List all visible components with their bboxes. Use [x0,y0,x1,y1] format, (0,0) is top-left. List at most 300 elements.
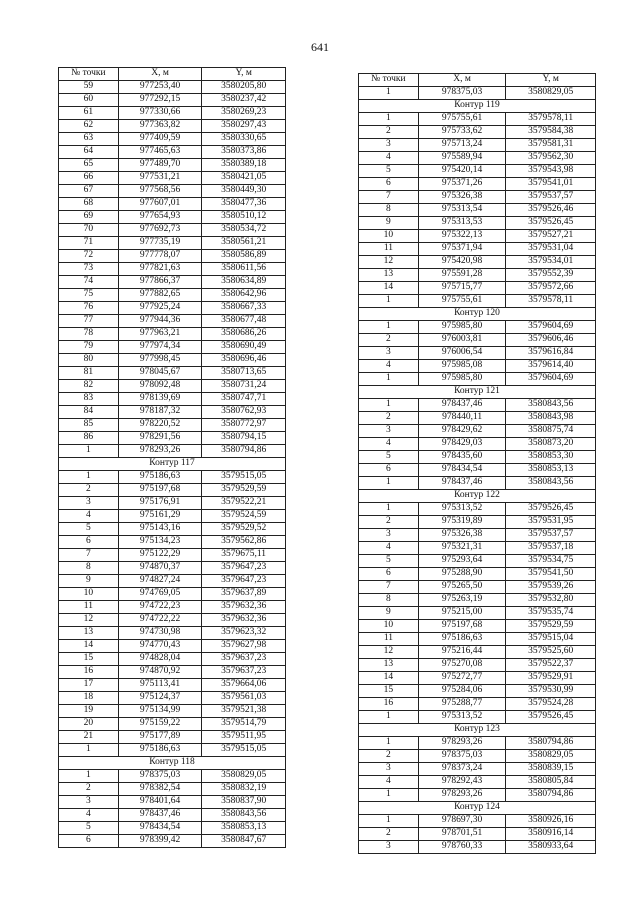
table-row [359,269,596,282]
point-number-cell: 16 [59,666,119,679]
header-y: Y, м [202,68,286,81]
contour-header-row [359,308,596,321]
y-coordinate-cell: 3579637,23 [202,666,286,679]
y-coordinate-cell: 3579531,04 [506,243,596,256]
x-coordinate-cell: 975186,63 [118,744,202,757]
contour-title: Контур 118 [59,757,286,770]
point-number-cell: 82 [59,380,119,393]
y-coordinate-cell: 3579623,32 [202,627,286,640]
x-coordinate-cell: 978292,43 [418,776,506,789]
point-number-cell: 4 [59,809,119,822]
x-coordinate-cell: 978293,26 [418,789,506,802]
y-coordinate-cell: 3579527,21 [506,230,596,243]
x-coordinate-cell: 977944,36 [118,315,202,328]
table-row [59,432,286,445]
table-row [359,659,596,672]
y-coordinate-cell: 3579514,79 [202,718,286,731]
y-coordinate-cell: 3579664,06 [202,679,286,692]
table-row [359,711,596,724]
table-row [359,750,596,763]
y-coordinate-cell: 3579526,46 [506,204,596,217]
y-coordinate-cell: 3580713,65 [202,367,286,380]
point-number-cell: 83 [59,393,119,406]
x-coordinate-cell: 975985,08 [418,360,506,373]
x-coordinate-cell: 977330,66 [118,107,202,120]
point-number-cell: 74 [59,276,119,289]
point-number-cell: 11 [359,243,419,256]
point-number-cell: 1 [59,471,119,484]
point-number-cell: 3 [359,425,419,438]
point-number-cell: 6 [359,464,419,477]
point-number-cell: 1 [359,737,419,750]
point-number-cell: 66 [59,172,119,185]
point-number-cell: 81 [59,367,119,380]
y-coordinate-cell: 3580926,16 [506,815,596,828]
point-number-cell: 10 [359,230,419,243]
table-row [359,672,596,685]
table-row [359,204,596,217]
y-coordinate-cell: 3580933,64 [506,841,596,854]
y-coordinate-cell: 3579578,11 [506,295,596,308]
coordinates-table-left [58,67,286,848]
point-number-cell: 69 [59,211,119,224]
x-coordinate-cell: 975326,38 [418,191,506,204]
y-coordinate-cell: 3580829,05 [506,750,596,763]
x-coordinate-cell: 975265,50 [418,581,506,594]
y-coordinate-cell: 3579562,86 [202,536,286,549]
y-coordinate-cell: 3580839,15 [506,763,596,776]
point-number-cell: 10 [59,588,119,601]
point-number-cell: 73 [59,263,119,276]
point-number-cell: 6 [59,835,119,848]
y-coordinate-cell: 3580916,14 [506,828,596,841]
x-coordinate-cell: 975755,61 [418,113,506,126]
x-coordinate-cell: 975161,29 [118,510,202,523]
x-coordinate-cell: 976006,54 [418,347,506,360]
y-coordinate-cell: 3580421,05 [202,172,286,185]
y-coordinate-cell: 3580794,15 [202,432,286,445]
y-coordinate-cell: 3580561,21 [202,237,286,250]
x-coordinate-cell: 975713,24 [418,139,506,152]
contour-header-row [59,458,286,471]
table-row [59,237,286,250]
table-row [359,607,596,620]
y-coordinate-cell: 3579647,23 [202,562,286,575]
x-coordinate-cell: 975321,31 [418,542,506,555]
point-number-cell: 2 [359,828,419,841]
point-number-cell: 8 [59,562,119,575]
table-row [59,146,286,159]
x-coordinate-cell: 975288,90 [418,568,506,581]
point-number-cell: 2 [359,516,419,529]
point-number-cell: 17 [59,679,119,692]
header-point-number: № точки [359,74,419,87]
page-number: 641 [311,40,329,54]
point-number-cell: 1 [359,503,419,516]
x-coordinate-cell: 978697,30 [418,815,506,828]
table-row [59,185,286,198]
table-row [59,588,286,601]
table-row [59,250,286,263]
x-coordinate-cell: 975313,52 [418,711,506,724]
y-coordinate-cell: 3579647,23 [202,575,286,588]
point-number-cell: 3 [359,139,419,152]
y-coordinate-cell: 3580642,96 [202,289,286,302]
y-coordinate-cell: 3580686,26 [202,328,286,341]
table-row [359,542,596,555]
x-coordinate-cell: 975589,94 [418,152,506,165]
y-coordinate-cell: 3579511,95 [202,731,286,744]
table-row [359,646,596,659]
point-number-cell: 1 [59,445,119,458]
point-number-cell: 20 [59,718,119,731]
point-number-cell: 85 [59,419,119,432]
y-coordinate-cell: 3579552,39 [506,269,596,282]
point-number-cell: 75 [59,289,119,302]
y-coordinate-cell: 3579578,11 [506,113,596,126]
contour-header-row [359,724,596,737]
contour-header-row [359,100,596,113]
x-coordinate-cell: 978375,03 [418,750,506,763]
x-coordinate-cell: 978437,46 [418,399,506,412]
table-row [59,81,286,94]
point-number-cell: 9 [359,607,419,620]
y-coordinate-cell: 3580510,12 [202,211,286,224]
x-coordinate-cell: 978382,54 [118,783,202,796]
x-coordinate-cell: 978373,24 [418,763,506,776]
point-number-cell: 2 [359,126,419,139]
y-coordinate-cell: 3579535,74 [506,607,596,620]
x-coordinate-cell: 975197,68 [118,484,202,497]
x-coordinate-cell: 975270,08 [418,659,506,672]
point-number-cell: 5 [59,523,119,536]
table-row [59,107,286,120]
table-row [359,828,596,841]
x-coordinate-cell: 978440,11 [418,412,506,425]
x-coordinate-cell: 978437,46 [118,809,202,822]
table-row [59,549,286,562]
x-coordinate-cell: 975122,29 [118,549,202,562]
x-coordinate-cell: 975143,16 [118,523,202,536]
point-number-cell: 63 [59,133,119,146]
table-row [59,276,286,289]
table-row [359,789,596,802]
contour-title: Контур 124 [359,802,596,815]
point-number-cell: 7 [359,191,419,204]
y-coordinate-cell: 3580829,05 [506,87,596,100]
y-coordinate-cell: 3579627,98 [202,640,286,653]
y-coordinate-cell: 3580269,23 [202,107,286,120]
point-number-cell: 70 [59,224,119,237]
point-number-cell: 13 [359,269,419,282]
table-row [59,796,286,809]
table-row [59,744,286,757]
point-number-cell: 1 [359,295,419,308]
point-number-cell: 84 [59,406,119,419]
y-coordinate-cell: 3579604,69 [506,373,596,386]
table-row [359,581,596,594]
x-coordinate-cell: 975197,68 [418,620,506,633]
y-coordinate-cell: 3579541,50 [506,568,596,581]
x-coordinate-cell: 974722,22 [118,614,202,627]
point-number-cell: 3 [359,347,419,360]
x-coordinate-cell: 975371,94 [418,243,506,256]
y-coordinate-cell: 3579541,01 [506,178,596,191]
y-coordinate-cell: 3580696,46 [202,354,286,367]
table-row [59,289,286,302]
y-coordinate-cell: 3580875,74 [506,425,596,438]
x-coordinate-cell: 977363,82 [118,120,202,133]
table-row [59,497,286,510]
point-number-cell: 3 [59,497,119,510]
y-coordinate-cell: 3579539,26 [506,581,596,594]
point-number-cell: 18 [59,692,119,705]
x-coordinate-cell: 974827,24 [118,575,202,588]
x-coordinate-cell: 975985,80 [418,321,506,334]
y-coordinate-cell: 3580586,89 [202,250,286,263]
point-number-cell: 6 [359,568,419,581]
x-coordinate-cell: 977531,21 [118,172,202,185]
point-number-cell: 13 [59,627,119,640]
y-coordinate-cell: 3580794,86 [202,445,286,458]
point-number-cell: 1 [359,477,419,490]
point-number-cell: 4 [359,360,419,373]
y-coordinate-cell: 3580853,30 [506,451,596,464]
y-coordinate-cell: 3579534,01 [506,256,596,269]
x-coordinate-cell: 978435,60 [418,451,506,464]
point-number-cell: 3 [359,529,419,542]
table-row [359,113,596,126]
point-number-cell: 1 [359,711,419,724]
y-coordinate-cell: 3579537,57 [506,529,596,542]
x-coordinate-cell: 977607,01 [118,198,202,211]
table-row [359,698,596,711]
y-coordinate-cell: 3579637,23 [202,653,286,666]
x-coordinate-cell: 978760,33 [418,841,506,854]
table-row [59,198,286,211]
header-point-number: № точки [59,68,119,81]
x-coordinate-cell: 978291,56 [118,432,202,445]
y-coordinate-cell: 3579561,03 [202,692,286,705]
table-row [59,211,286,224]
point-number-cell: 21 [59,731,119,744]
table-row [359,594,596,607]
point-number-cell: 2 [59,484,119,497]
x-coordinate-cell: 975215,00 [418,607,506,620]
table-header-row [359,74,596,87]
x-coordinate-cell: 977735,19 [118,237,202,250]
point-number-cell: 7 [59,549,119,562]
table-row [359,620,596,633]
y-coordinate-cell: 3579522,37 [506,659,596,672]
y-coordinate-cell: 3580794,86 [506,789,596,802]
table-row [359,126,596,139]
point-number-cell: 2 [59,783,119,796]
y-coordinate-cell: 3580611,56 [202,263,286,276]
y-coordinate-cell: 3579525,60 [506,646,596,659]
x-coordinate-cell: 978434,54 [418,464,506,477]
x-coordinate-cell: 977253,40 [118,81,202,94]
table-body-right [359,87,596,854]
y-coordinate-cell: 3580837,90 [202,796,286,809]
x-coordinate-cell: 975284,06 [418,685,506,698]
x-coordinate-cell: 975313,53 [418,217,506,230]
point-number-cell: 1 [359,789,419,802]
table-row [59,640,286,653]
point-number-cell: 4 [359,776,419,789]
table-row [359,464,596,477]
table-row [59,692,286,705]
table-row [359,529,596,542]
point-number-cell: 2 [359,750,419,763]
table-row [359,399,596,412]
point-number-cell: 6 [59,536,119,549]
y-coordinate-cell: 3579524,59 [202,510,286,523]
point-number-cell: 61 [59,107,119,120]
table-row [59,159,286,172]
x-coordinate-cell: 977866,37 [118,276,202,289]
point-number-cell: 78 [59,328,119,341]
table-row [59,393,286,406]
table-row [359,282,596,295]
y-coordinate-cell: 3580805,84 [506,776,596,789]
y-coordinate-cell: 3579529,91 [506,672,596,685]
x-coordinate-cell: 975177,89 [118,731,202,744]
point-number-cell: 4 [359,542,419,555]
y-coordinate-cell: 3579675,11 [202,549,286,562]
point-number-cell: 12 [59,614,119,627]
point-number-cell: 68 [59,198,119,211]
point-number-cell: 9 [59,575,119,588]
table-row [359,737,596,750]
x-coordinate-cell: 975326,38 [418,529,506,542]
table-row [59,471,286,484]
contour-header-row [359,386,596,399]
x-coordinate-cell: 975124,37 [118,692,202,705]
table-row [59,315,286,328]
table-row [359,451,596,464]
x-coordinate-cell: 978220,52 [118,419,202,432]
table-row [359,217,596,230]
y-coordinate-cell: 3580873,20 [506,438,596,451]
table-row [359,165,596,178]
table-row [59,302,286,315]
contour-header-row [359,802,596,815]
y-coordinate-cell: 3580477,36 [202,198,286,211]
point-number-cell: 14 [359,672,419,685]
y-coordinate-cell: 3580690,49 [202,341,286,354]
contour-header-row [59,757,286,770]
x-coordinate-cell: 978045,67 [118,367,202,380]
table-row [359,412,596,425]
point-number-cell: 3 [359,841,419,854]
x-coordinate-cell: 975186,63 [418,633,506,646]
point-number-cell: 14 [59,640,119,653]
table-row [59,536,286,549]
x-coordinate-cell: 978434,54 [118,822,202,835]
y-coordinate-cell: 3579526,45 [506,217,596,230]
table-row [359,347,596,360]
table-row [59,341,286,354]
y-coordinate-cell: 3580853,13 [202,822,286,835]
y-coordinate-cell: 3579521,38 [202,705,286,718]
x-coordinate-cell: 978375,03 [418,87,506,100]
x-coordinate-cell: 977465,63 [118,146,202,159]
point-number-cell: 1 [359,321,419,334]
point-number-cell: 71 [59,237,119,250]
table-row [359,555,596,568]
contour-title: Контур 120 [359,308,596,321]
x-coordinate-cell: 977974,34 [118,341,202,354]
y-coordinate-cell: 3580667,33 [202,302,286,315]
y-coordinate-cell: 3580297,43 [202,120,286,133]
table-row [59,523,286,536]
point-number-cell: 60 [59,94,119,107]
table-row [59,679,286,692]
point-number-cell: 5 [59,822,119,835]
y-coordinate-cell: 3579531,95 [506,516,596,529]
coordinates-table-right [358,73,596,854]
table-row [59,510,286,523]
x-coordinate-cell: 975313,52 [418,503,506,516]
y-coordinate-cell: 3579529,59 [506,620,596,633]
point-number-cell: 76 [59,302,119,315]
table-row [359,139,596,152]
x-coordinate-cell: 974769,05 [118,588,202,601]
x-coordinate-cell: 974870,92 [118,666,202,679]
point-number-cell: 12 [359,646,419,659]
x-coordinate-cell: 977654,93 [118,211,202,224]
y-coordinate-cell: 3579537,57 [506,191,596,204]
y-coordinate-cell: 3580843,56 [506,399,596,412]
y-coordinate-cell: 3579616,84 [506,347,596,360]
x-coordinate-cell: 977963,21 [118,328,202,341]
y-coordinate-cell: 3579581,31 [506,139,596,152]
point-number-cell: 7 [359,581,419,594]
contour-title: Контур 123 [359,724,596,737]
x-coordinate-cell: 977692,73 [118,224,202,237]
y-coordinate-cell: 3580205,80 [202,81,286,94]
table-header-row [59,68,286,81]
table-row [359,425,596,438]
table-row [59,601,286,614]
y-coordinate-cell: 3580237,42 [202,94,286,107]
point-number-cell: 1 [359,113,419,126]
x-coordinate-cell: 978401,64 [118,796,202,809]
x-coordinate-cell: 975216,44 [418,646,506,659]
x-coordinate-cell: 975263,19 [418,594,506,607]
contour-title: Контур 122 [359,490,596,503]
x-coordinate-cell: 977292,15 [118,94,202,107]
x-coordinate-cell: 975113,41 [118,679,202,692]
table-row [359,334,596,347]
y-coordinate-cell: 3580747,71 [202,393,286,406]
table-row [59,367,286,380]
y-coordinate-cell: 3579632,36 [202,614,286,627]
x-coordinate-cell: 974722,23 [118,601,202,614]
y-coordinate-cell: 3579543,98 [506,165,596,178]
x-coordinate-cell: 977821,63 [118,263,202,276]
y-coordinate-cell: 3579515,05 [202,744,286,757]
contour-title: Контур 117 [59,458,286,471]
table-row [59,770,286,783]
point-number-cell: 14 [359,282,419,295]
point-number-cell: 79 [59,341,119,354]
point-number-cell: 65 [59,159,119,172]
table-row [59,627,286,640]
table-row [59,718,286,731]
point-number-cell: 1 [359,87,419,100]
